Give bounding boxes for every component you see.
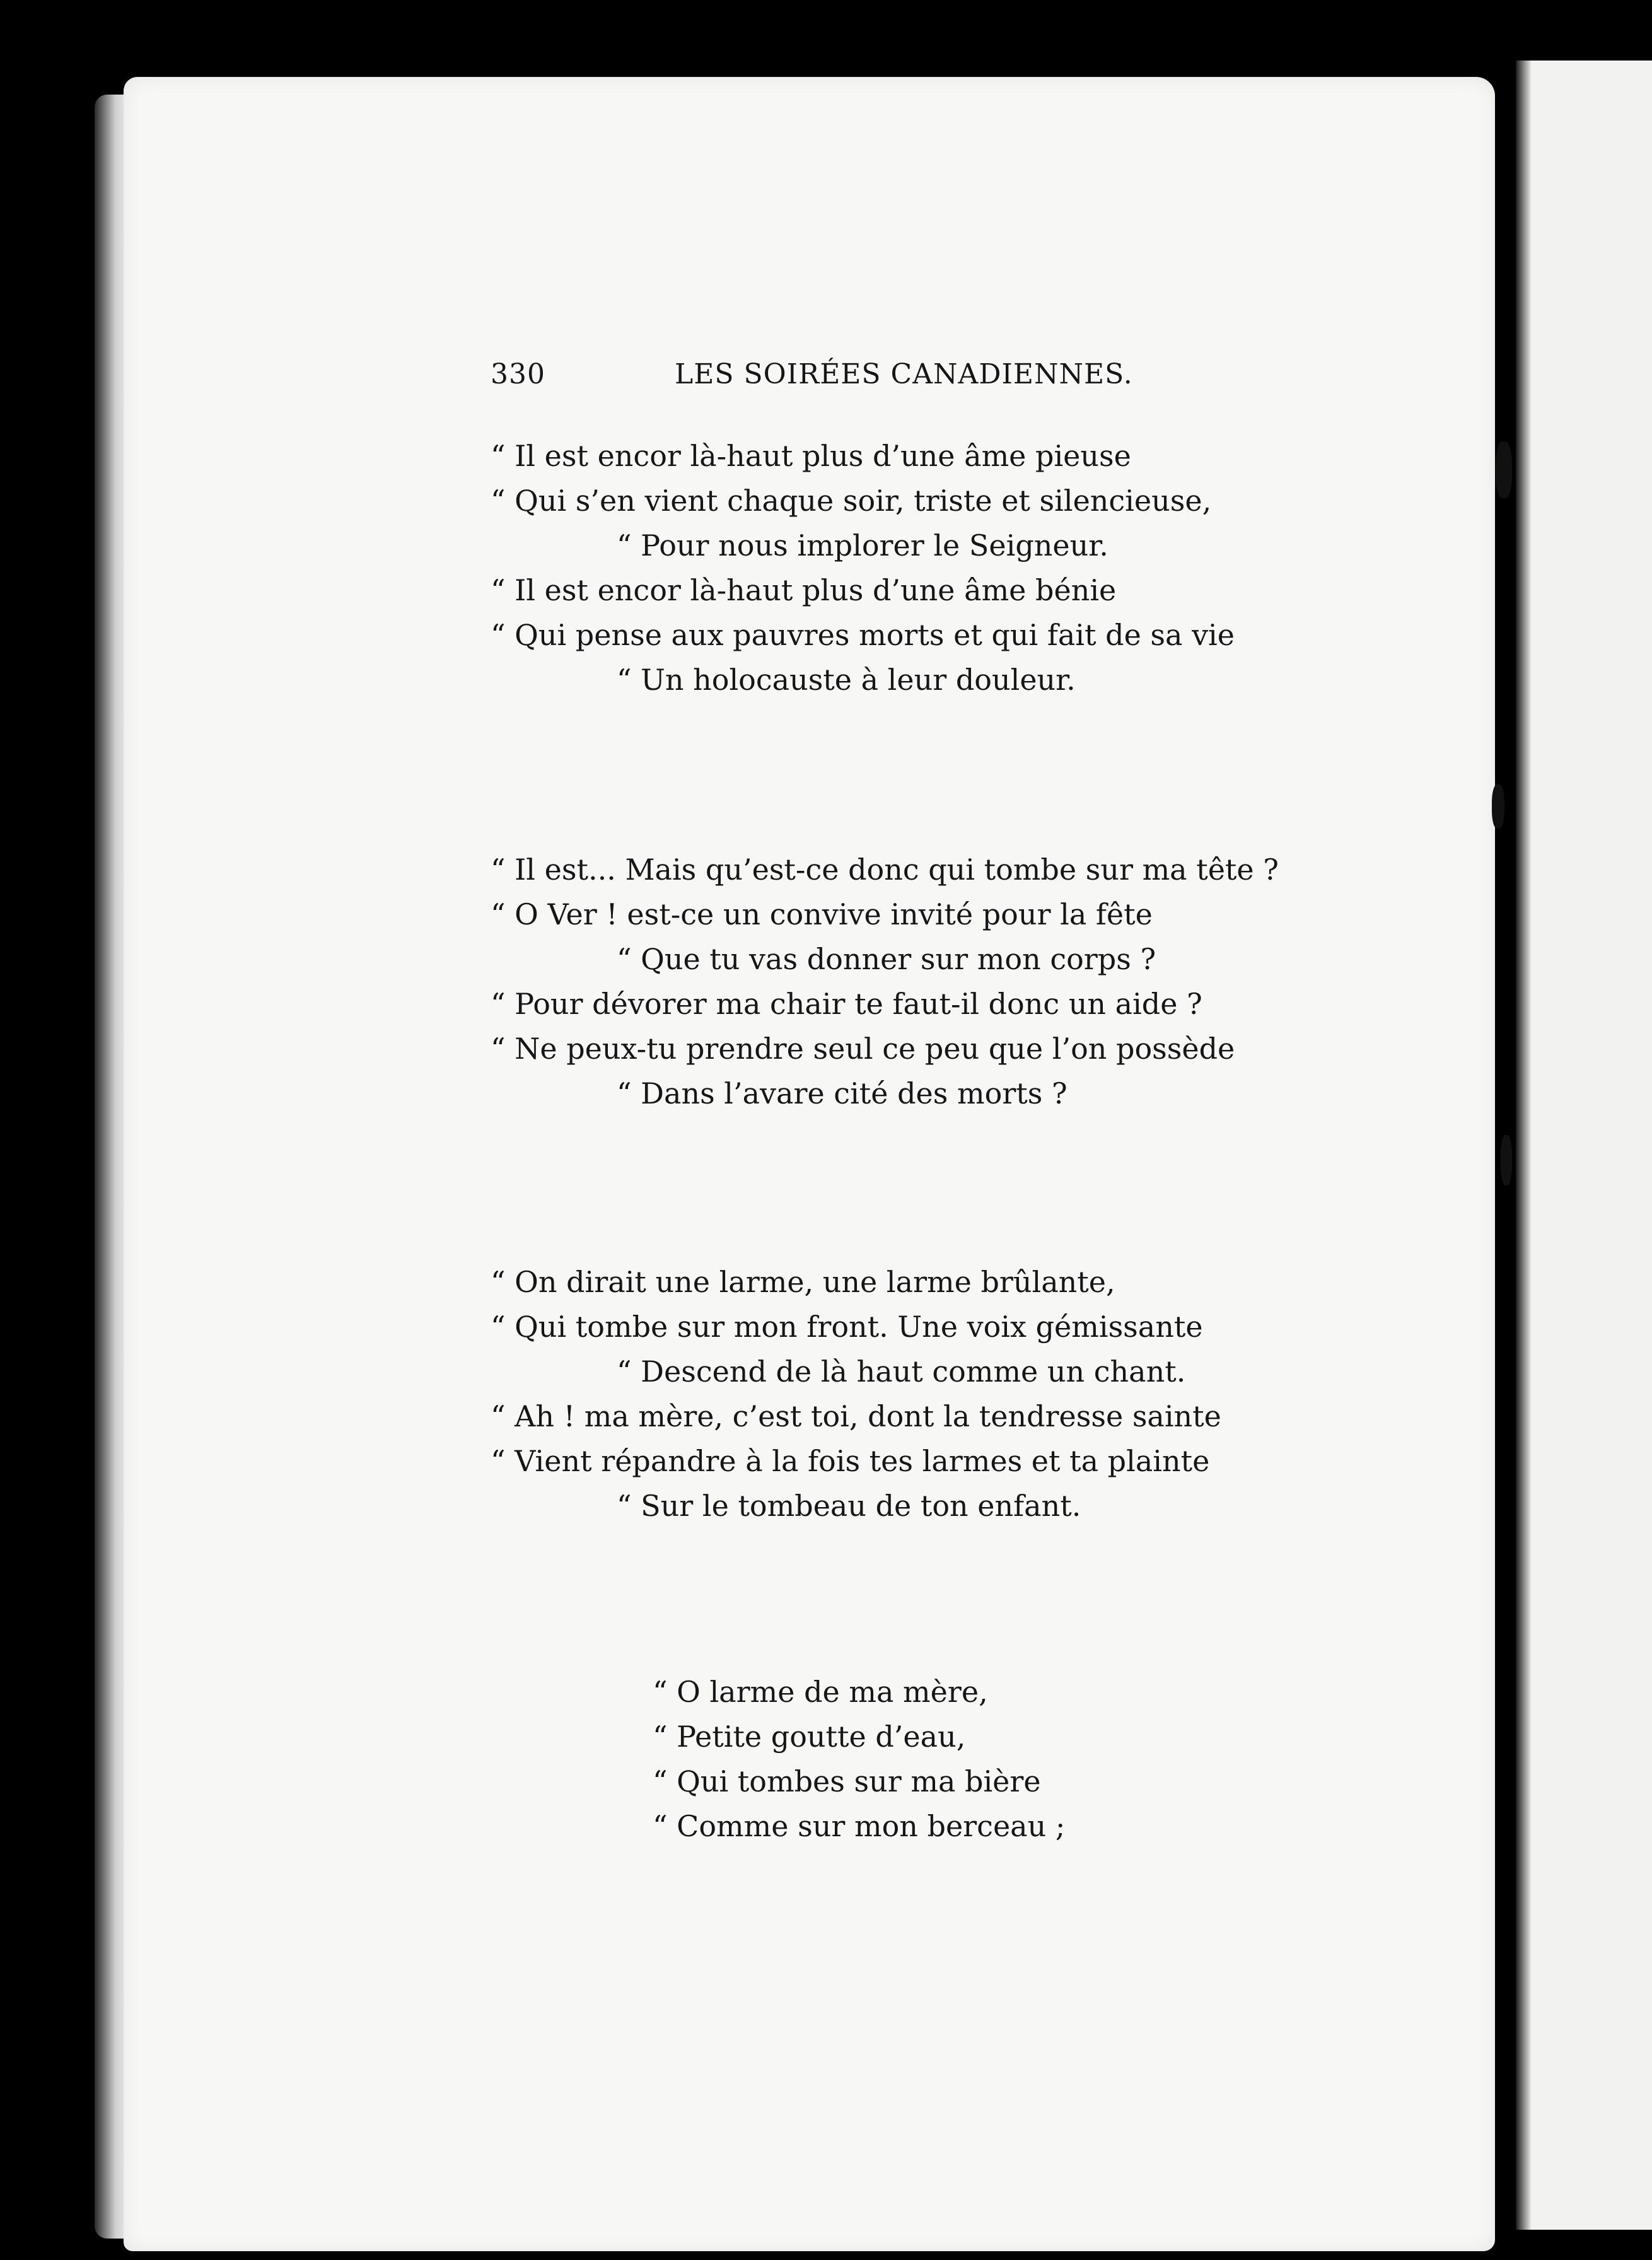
verse-line: “ Un holocauste à leur douleur.: [617, 663, 1076, 697]
facing-page-shadow: [1516, 61, 1531, 2230]
verse-line: “ Sur le tombeau de ton enfant.: [617, 1489, 1081, 1523]
verse-line: “ Vient répandre à la fois tes larmes et ta plainte: [491, 1444, 1210, 1478]
verse-line: “ Pour nous implorer le Seigneur.: [617, 528, 1108, 562]
ink-speck: [1496, 441, 1512, 498]
verse-line: “ Ah ! ma mère, c’est toi, dont la tendresse sainte: [491, 1399, 1221, 1433]
ink-speck: [1492, 784, 1504, 829]
verse-line: “ Pour dévorer ma chair te faut-il donc un aide ?: [491, 987, 1202, 1021]
verse-line: “ Comme sur mon berceau ;: [653, 1809, 1066, 1843]
verse-line: “ Que tu vas donner sur mon corps ?: [617, 942, 1156, 976]
running-title: LES SOIRÉES CANADIENNES.: [675, 358, 1133, 390]
verse-line: “ Petite goutte d’eau,: [653, 1720, 966, 1754]
stanza-2: [491, 847, 1310, 1116]
verse-line: “ Il est encor là-haut plus d’une âme bénie: [491, 573, 1117, 607]
stanza-1: [491, 434, 1310, 702]
ink-speck: [1501, 1135, 1512, 1185]
verse-line: “ Dans l’avare cité des morts ?: [617, 1076, 1067, 1110]
book-page: [124, 77, 1495, 2251]
running-head: [491, 358, 1133, 402]
verse-line: “ Qui tombes sur ma bière: [653, 1764, 1041, 1798]
verse-line: “ Il est encor là-haut plus d’une âme pieuse: [491, 439, 1131, 473]
page-number: 330: [491, 358, 545, 390]
stanza-4: [653, 1670, 1157, 1849]
verse-line: “ Qui s’en vient chaque soir, triste et silencieuse,: [491, 484, 1212, 518]
verse-line: “ On dirait une larme, une larme brûlante,: [491, 1265, 1115, 1299]
verse-line: “ Descend de là haut comme un chant.: [617, 1354, 1186, 1389]
verse-line: “ Ne peux-tu prendre seul ce peu que l’on possède: [491, 1032, 1235, 1066]
verse-line: “ Il est... Mais qu’est-ce donc qui tombe sur ma tête ?: [491, 853, 1279, 887]
verse-line: “ Qui tombe sur mon front. Une voix gémissante: [491, 1310, 1203, 1344]
verse-line: “ O Ver ! est-ce un convive invité pour la fête: [491, 897, 1153, 931]
verse-line: “ Qui pense aux pauvres morts et qui fait de sa vie: [491, 618, 1235, 652]
stanza-3: [491, 1260, 1310, 1529]
verse-line: “ O larme de ma mère,: [653, 1675, 988, 1709]
facing-page-edge: [1516, 61, 1652, 2230]
